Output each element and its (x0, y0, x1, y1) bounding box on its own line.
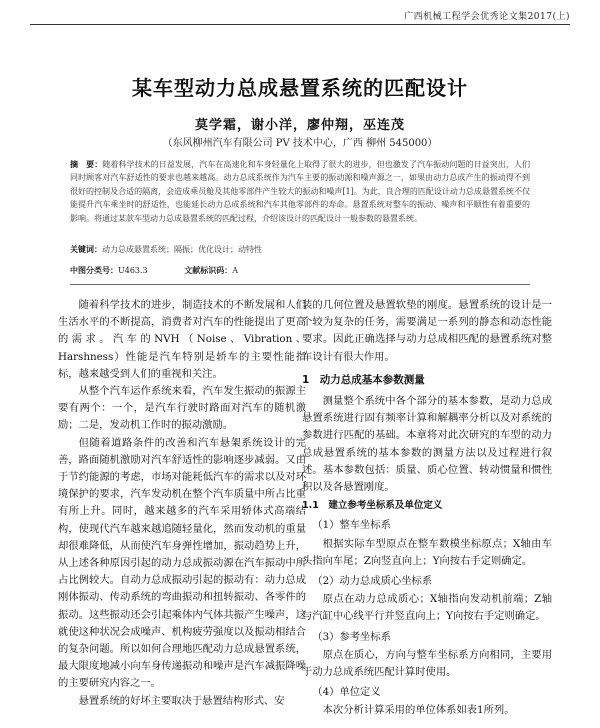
left-column (58, 297, 306, 710)
item-heading: （4）单位定义 (312, 686, 381, 699)
meta-rule (70, 284, 530, 285)
item-heading: （1）整车坐标系 (312, 519, 391, 532)
intro-paragraph: 从整个汽车运作系统来看，汽车发生振动的振源主要有两个：一个，是汽车行驶时路面对汽车的随机激励；二是，发动机工作时的振动激励。 (58, 385, 306, 432)
item-body: 原点在动力总成质心；X轴指向发动机前端；Z轴与汽缸中心线平行并竖直向上；Y向按右手定则确定。 (302, 593, 552, 623)
item-body: 本次分析计算采用的单位体系如表1所列。 (322, 704, 515, 717)
item-body: 根据实际车型原点在整车数模坐标原点；X轴由车头指向车尾；Z向竖直向上；Y向按右手定则确定。 (302, 537, 552, 567)
running-header: 广西机械工程学会优秀论文集2017(上) (404, 12, 570, 22)
right-column (302, 297, 552, 720)
abstract-label: 摘 要： (70, 159, 103, 169)
clc-label: 中图分类号： (70, 265, 118, 275)
header-rule (30, 24, 570, 25)
subsection-heading: 1.1 建立参考坐标系及单位定义 (302, 500, 443, 512)
paper-title: 某车型动力总成悬置系统的匹配设计 (132, 76, 468, 100)
continued-paragraph: 装的几何位置及悬置软垫的刚度。悬置系统的设计是一个较为复杂的任务，需要满足一系列的静态和动态性能要求。因此正确选择与动力总成相匹配的悬置系统对整车设计有很大作用。 (302, 299, 552, 363)
abstract-text: 随着科学技术的日益发展，汽车在高速化和车身轻量化上取得了很大的进步，但也激发了汽车振动问题的日益突出，人们同时顾客对汽车舒适性的要求也越来越高。动力总成系统作为汽车主要的振动源和噪声源之一，如果由动力总成产生的振动得不到很好的控制及合适的隔离，会造成乘员舱及其他零部件产生较大的振动和噪声[1]。为此，良合理的匹配设计动力总成悬置系统不仅能提升汽车乘坐时的舒适性，也能延长动力总成系统和汽车其他零部件的寿命。悬置系统对整车的振动、噪声和平顺性有着重要的影响。将通过某款车型动力总成悬置系统的匹配过程，介绍该设计的匹配设计一般参数的悬置系统。 (70, 160, 531, 223)
doc-code-value: A (232, 266, 238, 275)
item-heading: （3）参考坐标系 (312, 630, 391, 643)
section-heading: 1 动力总成基本参数测量 (302, 373, 425, 386)
section-paragraph: 测量整个系统中各个部分的基本参数，是动力总成悬置系统进行固有频率计算和解耦率分析以及对系统的参数进行匹配的基础。本章将对此次研究的车型的动力总成悬置系统的基本参数的测量方法以及过程进行叙述。基本参数包括：质量、质心位置、转动惯量和惯性积以及各悬置刚度。 (302, 395, 552, 494)
classification-line (70, 265, 238, 276)
item-body: 原点在质心，方向与整车坐标系方向相同，主要用于动力总成系统匹配计算时使用。 (302, 648, 552, 679)
item-heading: （2）动力总成质心坐标系 (312, 575, 433, 588)
abstract (70, 158, 530, 225)
clc-value: U463.3 (118, 266, 148, 275)
doc-code-label: 文献标识码： (184, 265, 233, 275)
keywords-text: 动力总成悬置系统；隔振；优化设计；动特性 (102, 245, 262, 254)
keywords-label: 关键词： (70, 244, 102, 254)
keywords (70, 244, 530, 255)
intro-paragraph: 随着科学技术的进步，制造技术的不断发展和人们生活水平的不断提高，消费者对汽车的性能提出了更高的需求。汽车的NVH（Noise、Vibration、Harshness）性能是汽车特别是轿车的主要性能指标，越来越受到人们的重视和关注。 (58, 299, 306, 380)
affiliation: （东风柳州汽车有限公司 PV 技术中心，广西 柳州 545000） (162, 138, 438, 149)
author-list: 莫学霜，谢小洋，廖仲翔，巫连茂 (194, 118, 405, 133)
intro-paragraph: 悬置系统的好坏主要取决于悬置结构形式、安 (78, 694, 285, 707)
intro-paragraph: 但随着道路条件的改善和汽车悬架系统设计的完善，路面随机激励对汽车舒适性的影响逐步减弱。又由于节约能源的考虑，市场对能耗低汽车的需求以及对环境保护的要求，汽车发动机在整个汽车质量中所占比重有所上升。同时，越来越多的汽车采用轿体式高端结构，使现代汽车越来越追随轻量化，然而发动机的重量却很难降低，从而使汽车身弹性增加，振动趋势上升，从上述各种原因引起的动力总成振动源在汽车振动中所占比例较大。自动力总成振动引起的振动有：动力总成刚体振动、传动系统的弯曲振动和扭转振动、各零件的振动。这些振动还会引起乘体内气体共振产生噪声，这就使这种状况会成噪声、机构疲劳强度以及振动相结合的复杂问题。所以如何合理地匹配动力总成悬置系统，最大限度地减小向车身传递振动和噪声是汽车减振降噪的主要研究内容之一。 (58, 436, 306, 690)
